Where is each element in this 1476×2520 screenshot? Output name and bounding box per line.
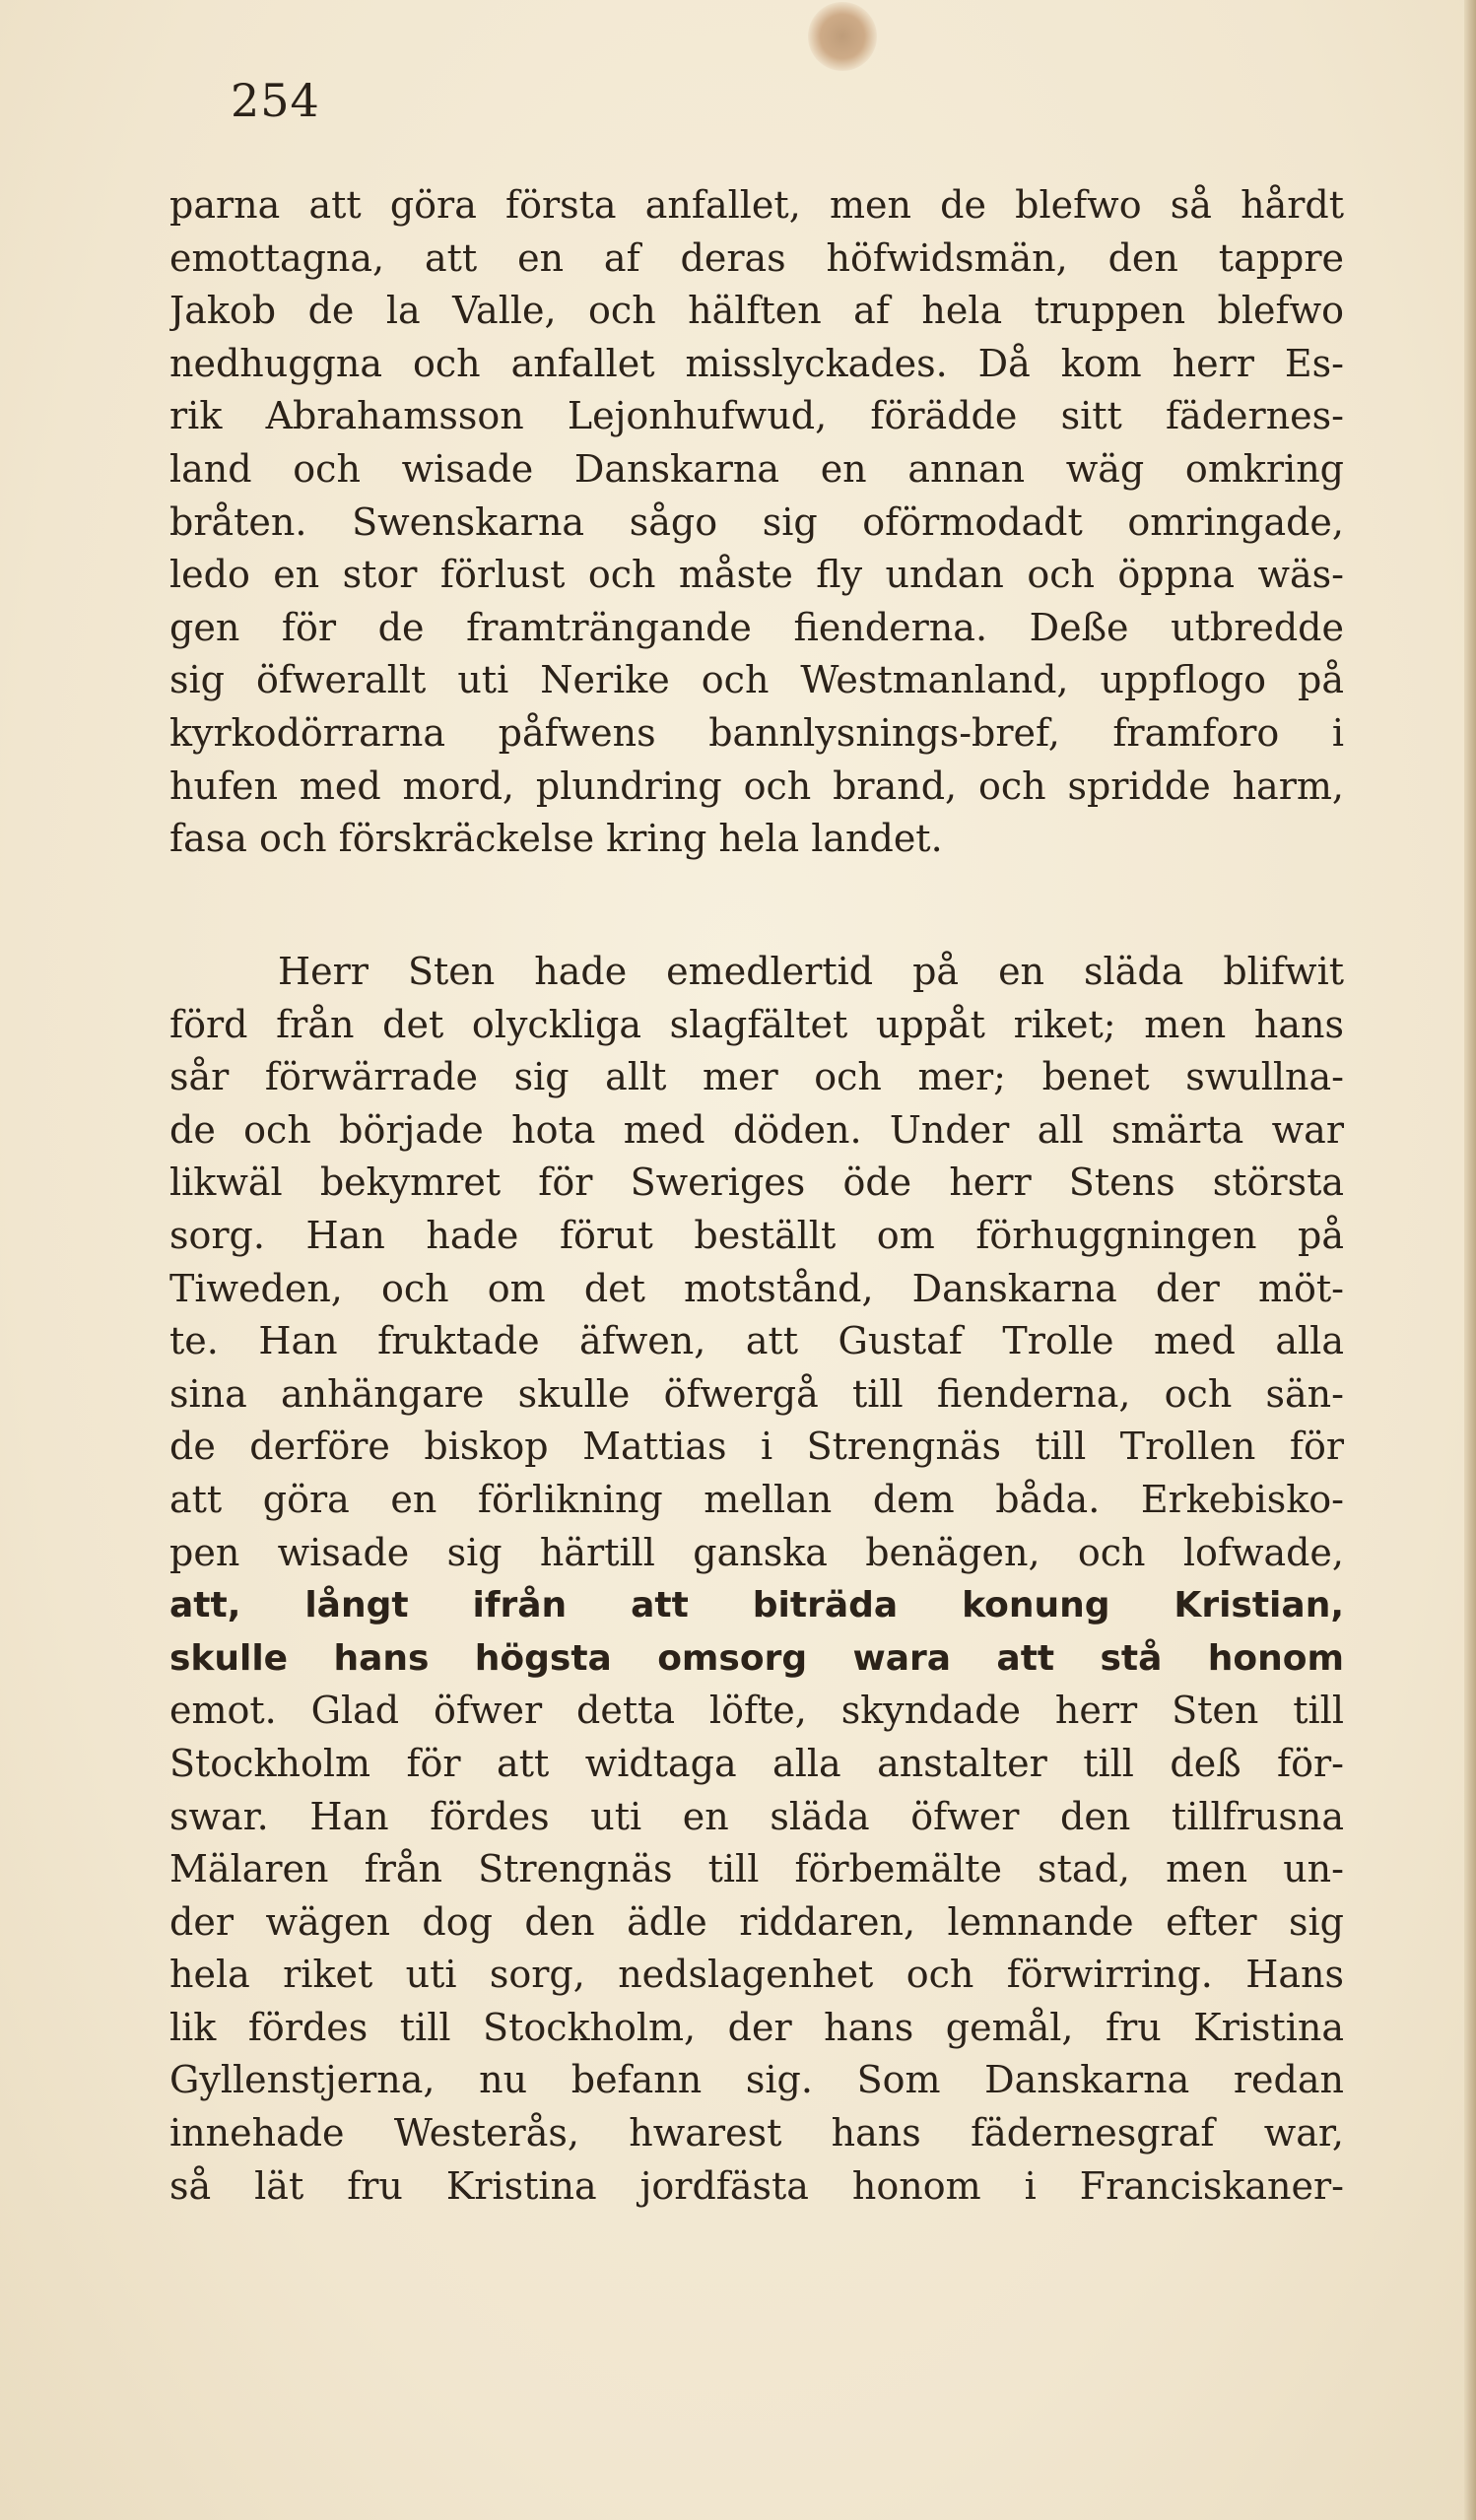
text-line: bråten. Swenskarna sågo sig oförmodadt omringade, (169, 499, 1344, 544)
text-line: Gyllenstjerna, nu befann sig. Som Danskarna redan (169, 2058, 1344, 2102)
text-line: rik Abrahamsson Lejonhufwud, förädde sitt fädernes- (169, 394, 1344, 438)
page-number: 254 (231, 74, 320, 127)
emphasized-line: att, långt ifrån att biträda konung Kristian, (169, 1585, 1344, 1626)
text-line: hufen med mord, plundring och brand, och spridde harm, (169, 763, 1344, 808)
text-line: emottagna, att en af deras höfwidsmän, den tappre (169, 235, 1344, 280)
text-line: der wägen dog den ädle riddaren, lemnande efter sig (169, 1899, 1344, 1944)
text-line: förd från det olyckliga slagfältet uppåt riket; men hans (169, 1002, 1344, 1046)
text-line: pen wisade sig härtill ganska benägen, och lofwade, (169, 1530, 1344, 1574)
text-line: de derföre biskop Mattias i Strengnäs till Trollen för (169, 1425, 1344, 1469)
text-line: sig öfwerallt uti Nerike och Westmanland, uppflogo på (169, 658, 1344, 702)
text-line: land och wisade Danskarna en annan wäg omkring (169, 446, 1344, 491)
text-line: Jakob de la Valle, och hälften af hela truppen blefwo (169, 289, 1344, 333)
paragraph-2 (169, 946, 1344, 2213)
text-line: sår förwärrade sig allt mer och mer; benet swullna- (169, 1055, 1344, 1099)
text-line: likwäl bekymret för Sweriges öde herr Stens största (169, 1161, 1344, 1205)
text-line: hela riket uti sorg, nedslagenhet och förwirring. Hans (169, 1953, 1344, 1997)
text-line: sina anhängare skulle öfwergå till fienderna, och sän- (169, 1371, 1344, 1416)
text-line: Mälaren från Strengnäs till förbemälte stad, men un- (169, 1847, 1344, 1891)
text-line: innehade Westerås, hwarest hans fädernesgraf war, (169, 2111, 1344, 2155)
text-line: Stockholm för att widtaga alla anstalter till deß för- (169, 1741, 1344, 1785)
text-line: kyrkodörrarna påfwens bannlysnings-bref, framforo i (169, 710, 1344, 755)
text-line: ledo en stor förlust och måste fly undan och öppna wäs- (169, 553, 1344, 597)
text-line: te. Han fruktade äfwen, att Gustaf Trolle med alla (169, 1319, 1344, 1363)
text-line: så lät fru Kristina jordfästa honom i Franciskaner- (169, 2163, 1344, 2208)
ink-stain (808, 2, 877, 71)
text-line: Tiweden, och om det motstånd, Danskarna der möt- (169, 1266, 1344, 1310)
text-line: emot. Glad öfwer detta löfte, skyndade herr Sten till (169, 1689, 1344, 1733)
text-line: swar. Han fördes uti en släda öfwer den tillfrusna (169, 1794, 1344, 1838)
text-line: gen för de framträngande fienderna. Deße utbredde (169, 605, 1344, 649)
text-line: lik fördes till Stockholm, der hans gemål, fru Kristina (169, 2005, 1344, 2049)
text-line: att göra en förlikning mellan dem båda. Erkebisko- (169, 1477, 1344, 1521)
text-line: fasa och förskräckelse kring hela landet. (169, 817, 943, 861)
emphasized-line: skulle hans högsta omsorg wara att stå honom (169, 1637, 1344, 1679)
page-edge (1464, 0, 1476, 2520)
text-line: parna att göra första anfallet, men de blefwo så hårdt (169, 183, 1344, 227)
text-line: Herr Sten hade emedlertid på en släda blifwit (278, 950, 1344, 993)
text-line: nedhuggna och anfallet misslyckades. Då kom herr Es- (169, 341, 1344, 385)
paragraph-1 (169, 179, 1344, 866)
text-line: sorg. Han hade förut beställt om förhuggningen på (169, 1213, 1344, 1257)
text-line: de och började hota med döden. Under all smärta war (169, 1107, 1344, 1152)
